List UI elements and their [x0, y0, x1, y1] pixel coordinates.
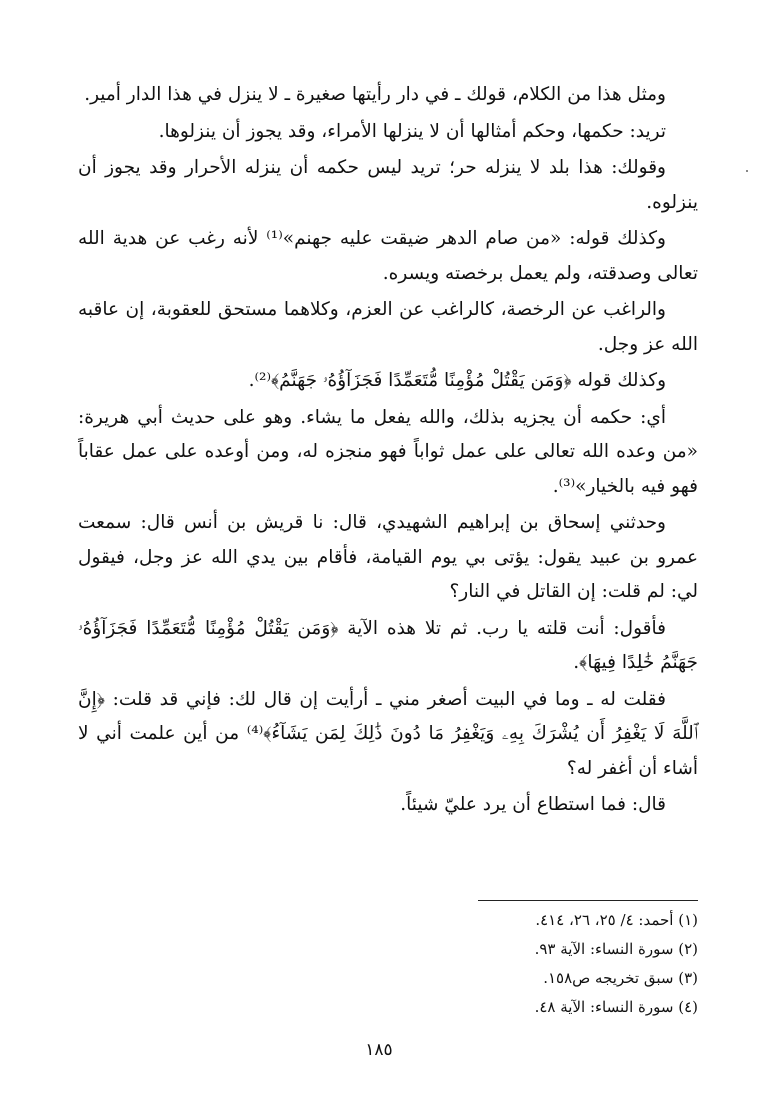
- paragraph: وحدثني إسحاق بن إبراهيم الشهيدي، قال: نا قريش بن أنس قال: سمعت عمرو بن عبيد يقول: يؤتى بي يوم القيامة، فأقام بين يدي الله عز وجل، فيقول لي: لم قلت: إن القاتل في النار؟: [78, 512, 698, 602]
- footnote: (٢) سورة النساء: الآية ٩٣.: [534, 940, 698, 958]
- paragraph: تريد: حكمها، وحكم أمثالها أن لا ينزلها الأمراء، وقد يجوز أن ينزلوها.: [158, 120, 666, 142]
- page-number: ١٨٥: [365, 1040, 393, 1060]
- footnotes: [300, 906, 698, 1022]
- paragraph: وقولك: هذا بلد لا ينزله حر؛ تريد ليس حكمه أن ينزله الأحرار وقد يجوز أن ينزلوه.: [78, 157, 698, 213]
- margin-mark: [746, 170, 748, 172]
- footnote: (٤) سورة النساء: الآية ٤٨.: [534, 998, 698, 1016]
- paragraph: والراغب عن الرخصة، كالراغب عن العزم، وكلاهما مستحق للعقوبة، إن عاقبه الله عز وجل.: [78, 299, 698, 355]
- footnote: (١) أحمد: ٤/ ٢٥، ٢٦، ٤١٤.: [535, 911, 698, 929]
- quran-citation-paragraph: وكذلك قوله ﴿وَمَن يَقْتُلْ مُؤْمِنًا مُّتَعَمِّدًا فَجَزَآؤُهُۥ جَهَنَّمُ﴾⁽²⁾.: [248, 370, 666, 391]
- main-text: [78, 78, 698, 825]
- quran-citation-paragraph: فأقول: أنت قلته يا رب. ثم تلا هذه الآية ﴿وَمَن يَقْتُلْ مُؤْمِنًا مُّتَعَمِّدًا فَجَزَآؤُهُۥ جَهَنَّمُ خَٰلِدًا فِيهَا﴾.: [78, 617, 698, 673]
- footnote: (٣) سبق تخريجه ص١٥٨.: [543, 969, 698, 987]
- footnote-separator: [478, 900, 698, 901]
- paragraph: ومثل هذا من الكلام، قولك ـ في دار رأيتها صغيرة ـ لا ينزل في هذا الدار أمير.: [84, 84, 666, 105]
- paragraph: أي: حكمه أن يجزيه بذلك، والله يفعل ما يشاء. وهو على حديث أبي هريرة: «من وعده الله تعالى على عمل ثواباً فهو منجزه له، ومن أوعده على عمل عقاباً فهو فيه بالخيار»⁽³⁾.: [78, 406, 698, 497]
- quran-citation-paragraph: فقلت له ـ وما في البيت أصغر مني ـ أرأيت إن قال لك: فإني قد قلت: ﴿إِنَّ ٱللَّهَ لَا يَغْفِرُ أَن يُشْرَكَ بِهِۦ وَيَغْفِرُ مَا دُونَ ذَٰلِكَ لِمَن يَشَآءُ﴾⁽⁴⁾ من أين علمت أني لا أشاء أن أغفر له؟: [78, 688, 698, 779]
- paragraph: قال: فما استطاع أن يرد عليّ شيئاً.: [400, 794, 666, 815]
- paragraph: وكذلك قوله: «من صام الدهر ضيقت عليه جهنم»⁽¹⁾ لأنه رغب عن هدية الله تعالى وصدقته، ولم يعمل برخصته ويسره.: [78, 228, 698, 284]
